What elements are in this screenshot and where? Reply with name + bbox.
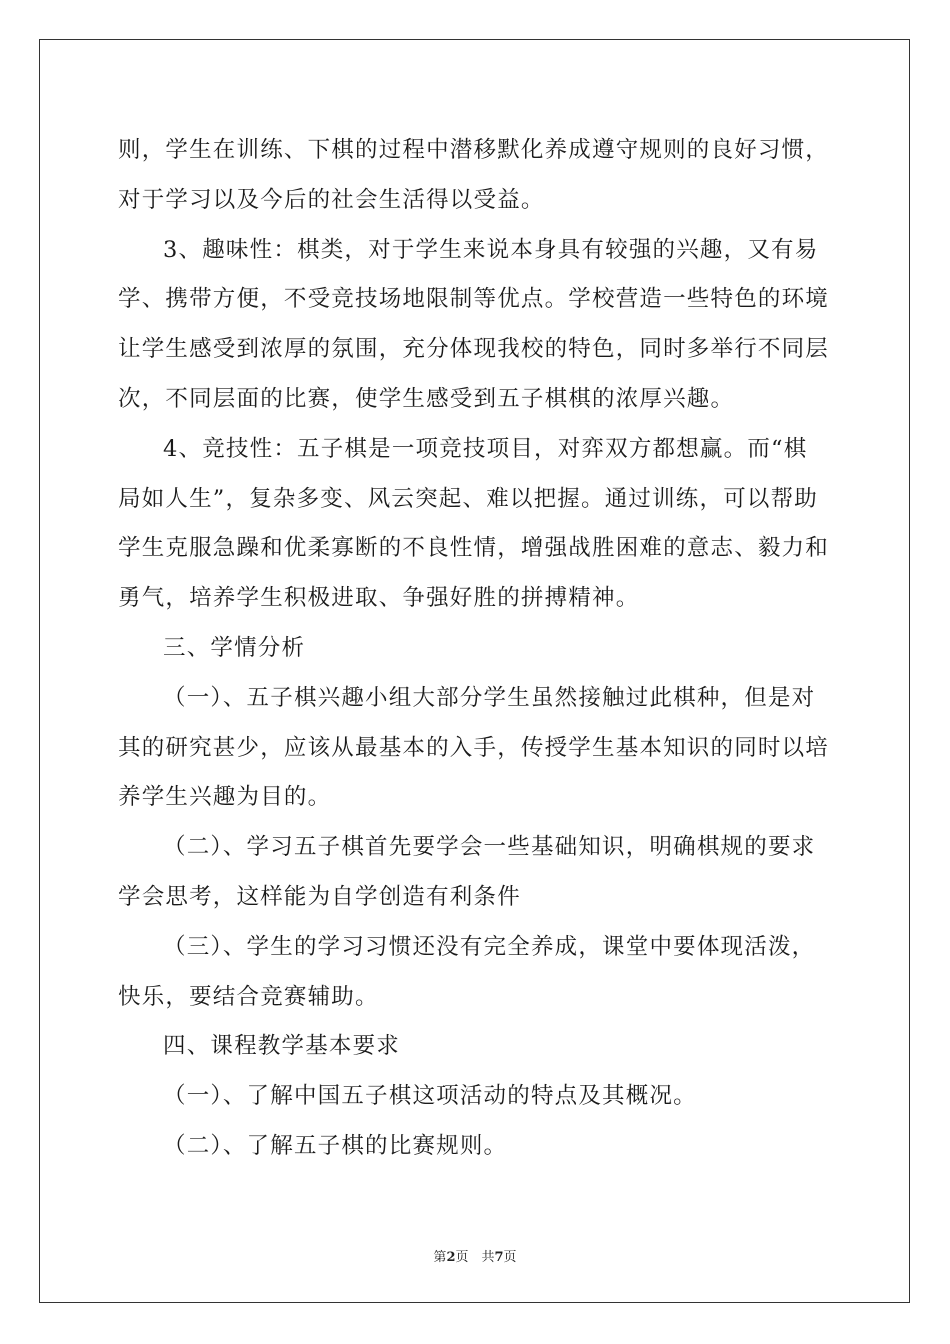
section-heading: 三、学情分析 xyxy=(163,634,306,661)
text-line: 次，不同层面的比赛，使学生感受到五子棋棋的浓厚兴趣。 xyxy=(118,385,735,412)
text-line: 3、趣味性：棋类，对于学生来说本身具有较强的兴趣，又有易 xyxy=(163,236,819,263)
text-line: 快乐，要结合竞赛辅助。 xyxy=(118,983,379,1010)
text-line: （一）、五子棋兴趣小组大部分学生虽然接触过此棋种，但是对 xyxy=(163,684,816,711)
text-line: 4、竞技性：五子棋是一项竞技项目，对弈双方都想赢。而“棋 xyxy=(163,435,808,462)
text-line: 则，学生在训练、下棋的过程中潜移默化养成遵守规则的良好习惯， xyxy=(118,137,830,163)
text-line: 养学生兴趣为目的。 xyxy=(118,784,332,811)
text-line: （三）、学生的学习习惯还没有完全养成，课堂中要体现活泼， xyxy=(163,933,816,960)
footer-suffix: 页 xyxy=(503,1250,517,1265)
text-line: 学会思考，这样能为自学创造有利条件 xyxy=(118,883,521,910)
text-line: 学生克服急躁和优柔寡断的不良性情，增强战胜困难的意志、毅力和 xyxy=(118,535,830,562)
footer-middle: 页 共 xyxy=(455,1250,495,1265)
total-pages-number: 7 xyxy=(494,1250,504,1265)
footer-prefix: 第 xyxy=(433,1250,447,1265)
text-line: （二）、了解五子棋的比赛规则。 xyxy=(163,1132,508,1159)
text-line: 学、携带方便，不受竞技场地限制等优点。学校营造一些特色的环境 xyxy=(118,286,830,313)
text-line: 让学生感受到浓厚的氛围，充分体现我校的特色，同时多举行不同层 xyxy=(118,336,830,363)
text-line: 对于学习以及今后的社会生活得以受益。 xyxy=(118,186,545,213)
text-line: 其的研究甚少，应该从最基本的入手，传授学生基本知识的同时以培 xyxy=(118,734,830,761)
text-line: 勇气，培养学生积极进取、争强好胜的拼搏精神。 xyxy=(118,585,640,612)
section-heading: 四、课程教学基本要求 xyxy=(163,1033,401,1060)
text-line: 局如人生”，复杂多变、风云突起、难以把握。通过训练，可以帮助 xyxy=(118,485,819,512)
current-page-number: 2 xyxy=(446,1250,456,1265)
page-footer xyxy=(0,1246,950,1265)
text-line: （二）、学习五子棋首先要学会一些基础知识，明确棋规的要求 xyxy=(163,834,816,861)
text-line: （一）、了解中国五子棋这项活动的特点及其概况。 xyxy=(163,1083,697,1110)
document-body xyxy=(118,126,834,1172)
